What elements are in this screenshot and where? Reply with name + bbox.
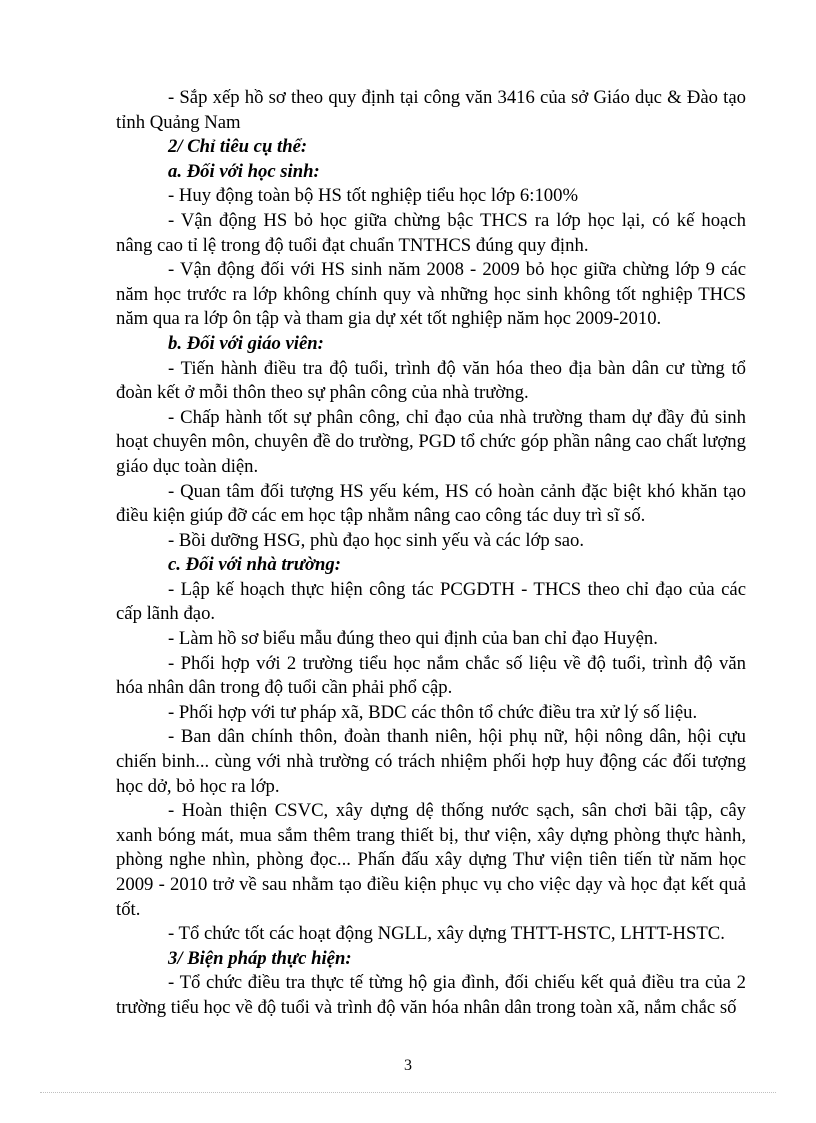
paragraph: - Tiến hành điều tra độ tuổi, trình độ văn hóa theo địa bàn dân cư từng tổ đoàn kết ở mỗi thôn theo sự phân công của nhà trường. — [116, 357, 746, 404]
paragraph: - Phối hợp với tư pháp xã, BDC các thôn tổ chức điều tra xử lý số liệu. — [168, 701, 698, 723]
document-body — [116, 86, 746, 1021]
paragraph: - Tổ chức tốt các hoạt động NGLL, xây dựng THTT-HSTC, LHTT-HSTC. — [168, 923, 725, 945]
paragraph: - Hoàn thiện CSVC, xây dựng dệ thống nước sạch, sân chơi bãi tập, cây xanh bóng mát, mua sắm thêm trang thiết bị, thư viện, xây dựng phòng thực hành, phòng nghe nhìn, phòng đọc... Phấn đấu xây dựng Thư viện tiên tiến từ năm học 2009 - 2010 trở về sau nhằm tạo điều kiện phục vụ cho việc dạy và học đạt kết quả tốt. — [116, 800, 746, 920]
paragraph: - Huy động toàn bộ HS tốt nghiệp tiểu học lớp 6:100% — [168, 185, 579, 207]
subsection-heading: c. Đối với nhà trường: — [168, 554, 341, 576]
paragraph: - Ban dân chính thôn, đoàn thanh niên, hội phụ nữ, hội nông dân, hội cựu chiến binh... cùng với nhà trường có trách nhiệm phối hợp huy động các đối tượng học dở, bỏ học ra lớp. — [116, 726, 746, 797]
paragraph: - Lập kế hoạch thực hiện công tác PCGDTH - THCS theo chỉ đạo của các cấp lãnh đạo. — [116, 578, 746, 625]
paragraph: - Tổ chức điều tra thực tế từng hộ gia đình, đối chiếu kết quả điều tra của 2 trường tiểu học về độ tuổi và trình độ văn hóa nhân dân trong toàn xã, nắm chắc số — [116, 972, 746, 1018]
page-bottom-divider — [40, 1092, 776, 1093]
paragraph: - Phối hợp với 2 trường tiểu học nắm chắc số liệu về độ tuổi, trình độ văn hóa nhân dân trong độ tuổi cần phải phổ cập. — [116, 652, 746, 699]
section-heading: 2/ Chỉ tiêu cụ thể: — [168, 136, 308, 158]
paragraph: - Làm hồ sơ biểu mẫu đúng theo qui định của ban chỉ đạo Huyện. — [168, 628, 658, 650]
paragraph: - Sắp xếp hồ sơ theo quy định tại công văn 3416 của sở Giáo dục & Đào tạo tỉnh Quảng Nam — [116, 87, 746, 133]
section-heading: 3/ Biện pháp thực hiện: — [168, 947, 352, 969]
paragraph: - Vận động đối với HS sinh năm 2008 - 2009 bỏ học giữa chừng lớp 9 các năm học trước ra lớp không chính quy và những học sinh không tốt nghiệp THCS năm qua ra lớp ôn tập và tham gia dự xét tốt nghiệp năm học 2009-2010. — [116, 259, 746, 330]
subsection-heading: a. Đối với học sinh: — [168, 160, 320, 182]
paragraph: - Quan tâm đối tượng HS yếu kém, HS có hoàn cảnh đặc biệt khó khăn tạo điều kiện giúp đỡ các em học tập nhằm nâng cao công tác duy trì sĩ số. — [116, 480, 746, 527]
paragraph: - Bồi dưỡng HSG, phù đạo học sinh yếu và các lớp sao. — [168, 529, 585, 551]
paragraph: - Vận động HS bỏ học giữa chừng bậc THCS ra lớp học lại, có kế hoạch nâng cao tỉ lệ trong độ tuổi đạt chuẩn TNTHCS đúng quy định. — [116, 209, 746, 256]
page-number: 3 — [404, 1057, 412, 1074]
subsection-heading: b. Đối với giáo viên: — [168, 332, 324, 354]
paragraph: - Chấp hành tốt sự phân công, chỉ đạo của nhà trường tham dự đầy đủ sinh hoạt chuyên môn, chuyên đề do trường, PGD tổ chức góp phần nâng cao chất lượng giáo dục toàn diện. — [116, 406, 746, 477]
